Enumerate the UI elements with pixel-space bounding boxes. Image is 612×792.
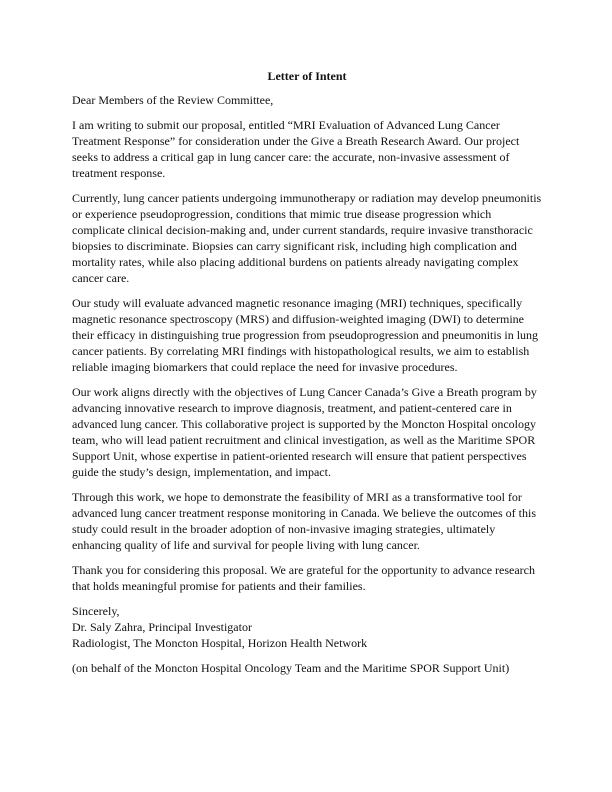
paragraph-study: Our study will evaluate advanced magnetic resonance imaging (MRI) techniques, specifically magnetic resonance spectroscopy (MRS) and diffusion-weighted imaging (DWI) to determine their efficacy in distinguishing true progression from pseudoprogression and pneumonitis in lung cancer patients. By correlating MRI findings with histopathological results, we aim to establish reliable imaging biomarkers that could replace the need for invasive procedures. [72, 296, 539, 374]
salutation: Dear Members of the Review Committee, [72, 93, 274, 107]
paragraph-intro: I am writing to submit our proposal, entitled “MRI Evaluation of Advanced Lung Cancer Treatment Response” for consideration under the Give a Breath Research Award. Our project seeks to address a critical gap in lung cancer care: the accurate, non-invasive assessment of treatment response. [72, 118, 520, 180]
paragraph-outcomes: Through this work, we hope to demonstrate the feasibility of MRI as a transformative tool for advanced lung cancer treatment response monitoring in Canada. We believe the outcomes of this study could result in the broader adoption of non-invasive imaging strategies, ultimately enhancing quality of life and survival for people living with lung cancer. [72, 490, 536, 552]
letter-page [72, 68, 542, 685]
paragraph-background: Currently, lung cancer patients undergoing immunotherapy or radiation may develop pneumonitis or experience pseudoprogression, conditions that mimic true disease progression which complicate clinical decision-making and, under current standards, require invasive transthoracic biopsies to discriminate. Biopsies can carry significant risk, including high complication and mortality rates, while also placing additional burdens on patients already navigating complex cancer care. [72, 191, 542, 285]
paragraph-thanks: Thank you for considering this proposal. We are grateful for the opportunity to advance research that holds meaningful promise for patients and their families. [72, 563, 535, 593]
letter-title: Letter of Intent [267, 69, 347, 83]
signer-name: Dr. Saly Zahra, Principal Investigator [72, 620, 252, 634]
closing: Sincerely, [72, 604, 120, 618]
paragraph-alignment: Our work aligns directly with the objectives of Lung Cancer Canada’s Give a Breath program by advancing innovative research to improve diagnosis, treatment, and patient-centered care in advanced lung cancer. This collaborative project is supported by the Moncton Hospital oncology team, who will lead patient recruitment and clinical investigation, as well as the Maritime SPOR Support Unit, whose expertise in patient-oriented research will ensure that patient perspectives guide the study’s design, implementation, and impact. [72, 385, 537, 479]
signature-block [72, 603, 542, 651]
on-behalf-note: (on behalf of the Moncton Hospital Oncology Team and the Maritime SPOR Support Unit) [72, 661, 510, 675]
signer-affiliation: Radiologist, The Moncton Hospital, Horizon Health Network [72, 636, 368, 650]
